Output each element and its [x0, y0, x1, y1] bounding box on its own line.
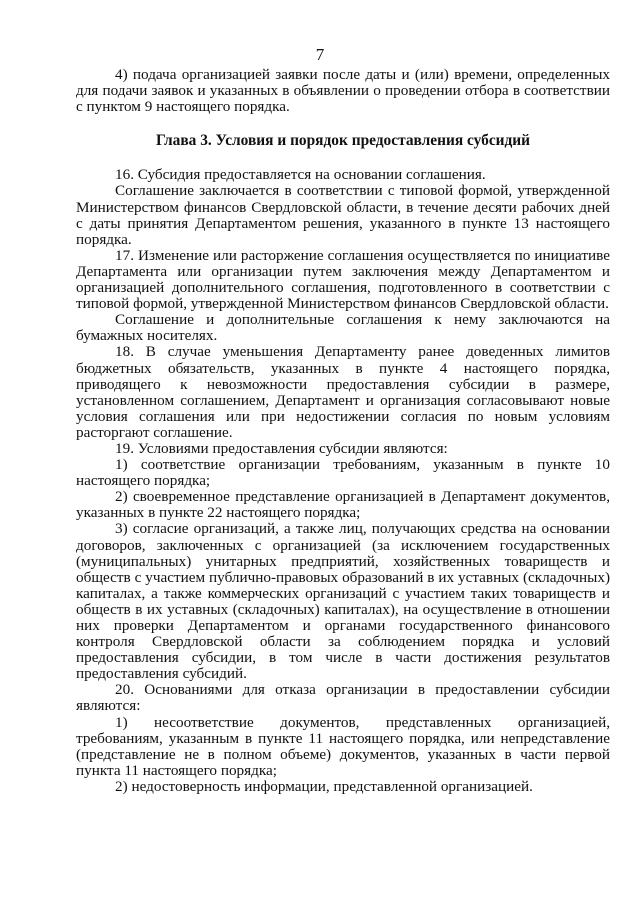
- paragraph-16: 16. Субсидия предоставляется на основании соглашения.: [115, 166, 486, 184]
- paragraph-20-item-1: 1) несоответствие документов, представленных организацией, требованиям, указанным в пункте 11 настоящего порядка, или непредставление (представление не в полном объеме) документов, указанных в части первой пункта 11 настоящего порядка;: [76, 713, 610, 779]
- document-body: [76, 67, 610, 795]
- paragraph-19-item-2: 2) своевременное представление организацией в Департамент документов, указанных в пункте 22 настоящего порядка;: [76, 488, 610, 522]
- paragraph-19-item-1: 1) соответствие организации требованиям, указанным в пункте 10 настоящего порядка;: [76, 456, 610, 490]
- paragraph-17-paper: Соглашение и дополнительные соглашения к нему заключаются на бумажных носителях.: [76, 311, 610, 345]
- paragraph-17: 17. Изменение или расторжение соглашения осуществляется по инициативе Департамента или организации путем заключения между Департаментом и организацией дополнительного соглашения, подготовленного в соответствии с типовой формой, утвержденной Министерством финансов Свердловской области.: [76, 246, 610, 313]
- paragraph-16-agreement: Соглашение заключается в соответствии с типовой формой, утвержденной Министерством финансов Свердловской области, в течение десяти рабочих дней с даты принятия Департаментом решения, указанного в пункте 13 настоящего порядка.: [76, 182, 610, 248]
- paragraph-20: 20. Основаниями для отказа организации в предоставлении субсидии являются:: [76, 681, 610, 715]
- chapter-heading: Глава 3. Условия и порядок предоставления субсидий: [155, 132, 531, 150]
- paragraph-20-item-2: 2) недостоверность информации, представленной организацией.: [115, 777, 533, 795]
- paragraph-18: 18. В случае уменьшения Департаменту ранее доведенных лимитов бюджетных обязательств, указанных в пункте 4 настоящего порядка, приводящего к невозможности предоставления субсидии в размере, установленном соглашением, Департамент и организация согласовывают новые условия соглашения или при недостижении согласия по новым условиям расторгают соглашение.: [76, 343, 610, 441]
- page-number: 7: [315, 45, 325, 64]
- paragraph-19-item-3: 3) согласие организаций, а также лиц, получающих средства на основании договоров, заключенных с организацией (за исключением государственных (муниципальных) унитарных предприятий, хозяйственных товариществ и обществ с участием публично-правовых образований в их уставных (складочных) капиталах, а также коммерческих организаций с участием таких товариществ и обществ в их уставных (складочных) капиталах), на осуществление в отношении них проверки Департаментом и органами государственного финансового контроля Свердловской области за соблюдением порядка и условий предоставления субсидии, в том числе в части достижения результатов предоставления субсидий.: [76, 520, 610, 683]
- paragraph-19: 19. Условиями предоставления субсидии являются:: [115, 439, 448, 457]
- paragraph-item-4: 4) подача организацией заявки после даты и (или) времени, определенных для подачи заявок и указанных в объявлении о проведении отбора в соответствии с пунктом 9 настоящего порядка.: [76, 66, 610, 116]
